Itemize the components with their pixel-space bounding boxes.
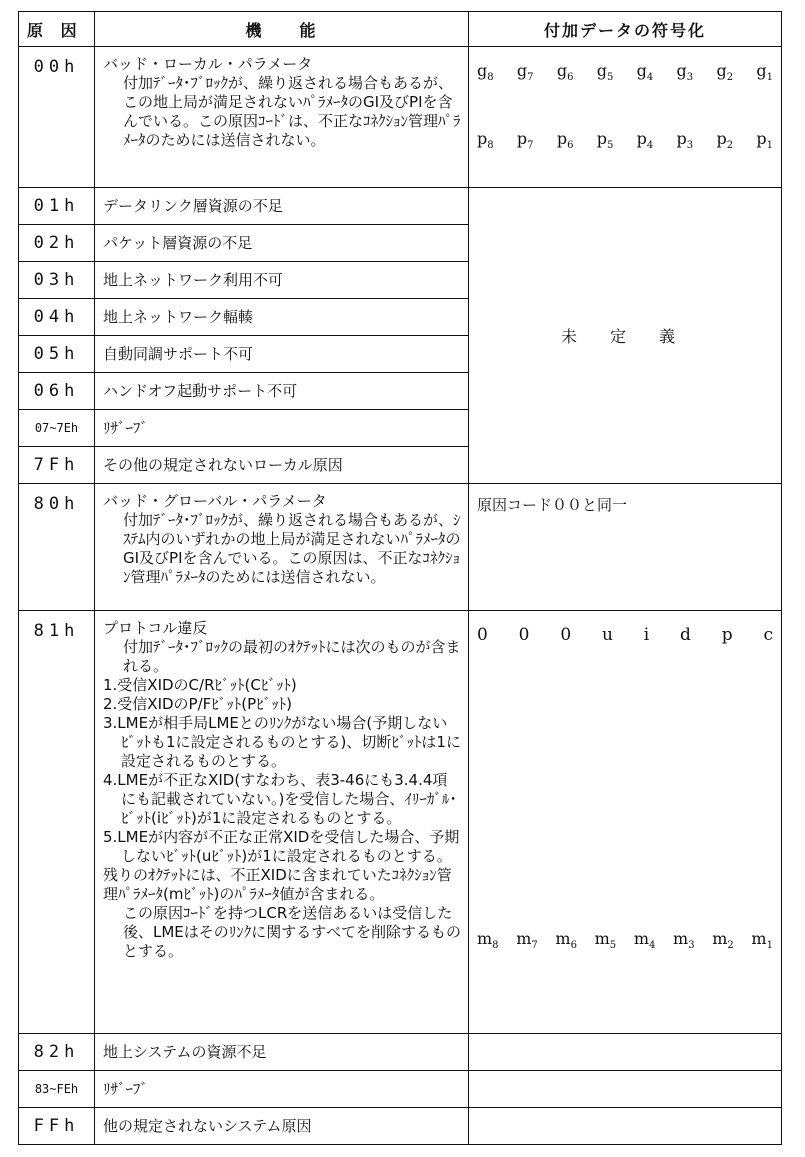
- bit-label: 0: [560, 625, 572, 645]
- table-row-83h-feh: [19, 1071, 782, 1108]
- bit-label: $g_3$: [676, 61, 694, 84]
- bit-label: 0: [518, 625, 530, 645]
- cause-code: 83~FEh: [19, 1071, 95, 1108]
- function-text: 地上ネットワーク利用不可: [95, 262, 469, 299]
- g-bit-row: [477, 61, 773, 83]
- list-item: 1.受信XIDのC/Rﾋﾞｯﾄ(Cﾋﾞｯﾄ): [103, 676, 297, 694]
- p-bit-row: [477, 129, 773, 151]
- function-title: バッド・グローバル・パラメータ: [103, 492, 327, 510]
- function-text: 地上システムの資源不足: [95, 1034, 469, 1071]
- function-text: 他の規定されないシステム原因: [95, 1108, 469, 1145]
- function-text: ﾘｻﾞｰﾌﾞ: [95, 1071, 469, 1108]
- list-item: 5.LMEが内容が不正な正常XIDを受信した場合、予期しないﾋﾞｯﾄ(uﾋﾞｯﾄ)が1に設定されるものとする。: [103, 828, 460, 865]
- bit-label: $g_5$: [596, 61, 614, 84]
- function-title: プロトコル違反: [103, 619, 208, 637]
- function-text: ﾘｻﾞｰﾌﾞ: [95, 410, 469, 447]
- bit-label: $m_1$: [751, 929, 773, 952]
- bit-label: $g_1$: [756, 61, 773, 84]
- bit-label: $m_4$: [633, 929, 656, 952]
- cause-code: 7Fh: [19, 447, 95, 484]
- m-bit-row: [477, 929, 773, 951]
- table-row-00h: [19, 47, 782, 188]
- cause-code: 03h: [19, 262, 95, 299]
- function-rest: 残りのｵｸﾃｯﾄには、不正XIDに含まれていたｺﾈｸｼｮﾝ管理ﾊﾟﾗﾒｰﾀ(mﾋﾞｯﾄ)のﾊﾟﾗﾒｰﾀ値が含まれる。: [103, 866, 452, 903]
- bit-label: u: [601, 625, 613, 645]
- bit-label: $m_6$: [555, 929, 577, 952]
- cause-code-table: [18, 11, 782, 1145]
- bit-label: $p_8$: [477, 129, 494, 152]
- function-text: 付加ﾃﾞｰﾀ･ﾌﾞﾛｯｸが、繰り返される場合もあるが、この地上局が満足されないﾊﾟﾗﾒｰﾀのGI及びPIを含んでいる。この原因ｺｰﾄﾞは、不正なｺﾈｸｼｮﾝ管理ﾊﾟﾗﾒｰﾀのためには送信されない。: [123, 74, 461, 149]
- function-closing: この原因ｺｰﾄﾞを持つLCRを送信あるいは受信した後、LMEはそのﾘﾝｸに関するすべてを削除するものとする。: [123, 904, 461, 960]
- table-row-81h: [19, 611, 782, 1034]
- bit-label: $g_8$: [477, 61, 494, 84]
- cause-code: 04h: [19, 299, 95, 336]
- function-cell: [95, 484, 469, 611]
- bit-label: $p_1$: [756, 129, 773, 152]
- encoding-cell: [469, 611, 782, 1034]
- function-text: その他の規定されないローカル原因: [95, 447, 469, 484]
- bit-label: $p_7$: [516, 129, 534, 152]
- bit-label: 0: [477, 625, 488, 645]
- bit-label: i: [643, 625, 650, 645]
- list-item: 3.LMEが相手局LMEとのﾘﾝｸがない場合(予期しないﾋﾞｯﾄも1に設定されるものとする)、切断ﾋﾞｯﾄは1に設定されるものとする。: [103, 714, 461, 770]
- function-cell: [95, 611, 469, 1034]
- bit-label: $p_2$: [716, 129, 734, 152]
- function-intro: 付加ﾃﾞｰﾀ･ﾌﾞﾛｯｸの最初のｵｸﾃｯﾄには次のものが含まれる。: [123, 638, 461, 675]
- header-encoding: 付加データの符号化: [469, 12, 782, 47]
- bit-label: $p_6$: [556, 129, 574, 152]
- cause-code: 81h: [19, 611, 95, 1034]
- cause-code: 00h: [19, 47, 95, 188]
- cause-code: 06h: [19, 373, 95, 410]
- bit-label: $m_3$: [673, 929, 695, 952]
- encoding-cell-empty: [469, 1108, 782, 1145]
- bit-label: $p_5$: [596, 129, 614, 152]
- function-text: データリンク層資源の不足: [95, 188, 469, 225]
- table-row-01h: [19, 188, 782, 225]
- table-row-80h: [19, 484, 782, 611]
- header-function: 機 能: [95, 12, 469, 47]
- bit-label: $m_7$: [516, 929, 538, 952]
- function-text: 自動同調サポート不可: [95, 336, 469, 373]
- function-text: 付加ﾃﾞｰﾀ･ﾌﾞﾛｯｸが、繰り返される場合もあるが、ｼｽﾃﾑ内のいずれかの地上局が満足されないﾊﾟﾗﾒｰﾀのGI及びPIを含んでいる。この原因は、不正なｺﾈｸｼｮﾝ管理ﾊﾟﾗﾒｰﾀのためには送信されない。: [123, 511, 461, 586]
- bit-label: $g_7$: [516, 61, 534, 84]
- bit-label: c: [763, 625, 773, 645]
- bit-label: d: [680, 625, 691, 645]
- function-cell: [95, 47, 469, 188]
- header-cause: 原 因: [19, 12, 95, 47]
- bit-label: $p_3$: [676, 129, 694, 152]
- function-text: ハンドオフ起動サポート不可: [95, 373, 469, 410]
- bit-label: $g_6$: [556, 61, 574, 84]
- encoding-cell: 原因コード００と同一: [469, 484, 782, 611]
- encoding-cell-empty: [469, 1071, 782, 1108]
- cause-code: 82h: [19, 1034, 95, 1071]
- cause-code: 80h: [19, 484, 95, 611]
- first-octet-bit-row: [477, 625, 773, 645]
- cause-code: 05h: [19, 336, 95, 373]
- encoding-cell: [469, 47, 782, 188]
- bit-label: $m_5$: [594, 929, 617, 952]
- cause-code-table-sheet: [18, 11, 781, 1145]
- table-row-ffh: [19, 1108, 782, 1145]
- bit-label: $g_4$: [636, 61, 654, 84]
- function-title: バッド・ローカル・パラメータ: [103, 55, 313, 73]
- cause-code: 02h: [19, 225, 95, 262]
- bit-label: $g_2$: [716, 61, 734, 84]
- cause-code: 01h: [19, 188, 95, 225]
- bit-label: p: [721, 625, 733, 645]
- cause-code: FFh: [19, 1108, 95, 1145]
- undefined-encoding-cell: 未 定 義: [469, 188, 782, 484]
- function-text: 地上ネットワーク輻輳: [95, 299, 469, 336]
- table-row-82h: [19, 1034, 782, 1071]
- table-header-row: [19, 12, 782, 47]
- bit-label: $p_4$: [636, 129, 654, 152]
- bit-label: $m_8$: [477, 929, 499, 952]
- list-item: 4.LMEが不正なXID(すなわち、表3-46にも3.4.4項にも記載されていない。)を受信した場合、ｲﾘｰｶﾞﾙ･ﾋﾞｯﾄ(iﾋﾞｯﾄ)が1に設定されるものとする。: [103, 771, 457, 827]
- list-item: 2.受信XIDのP/Fﾋﾞｯﾄ(Pﾋﾞｯﾄ): [103, 695, 293, 713]
- encoding-cell-empty: [469, 1034, 782, 1071]
- bit-label: $m_2$: [712, 929, 734, 952]
- cause-code: 07~7Eh: [19, 410, 95, 447]
- function-text: パケット層資源の不足: [95, 225, 469, 262]
